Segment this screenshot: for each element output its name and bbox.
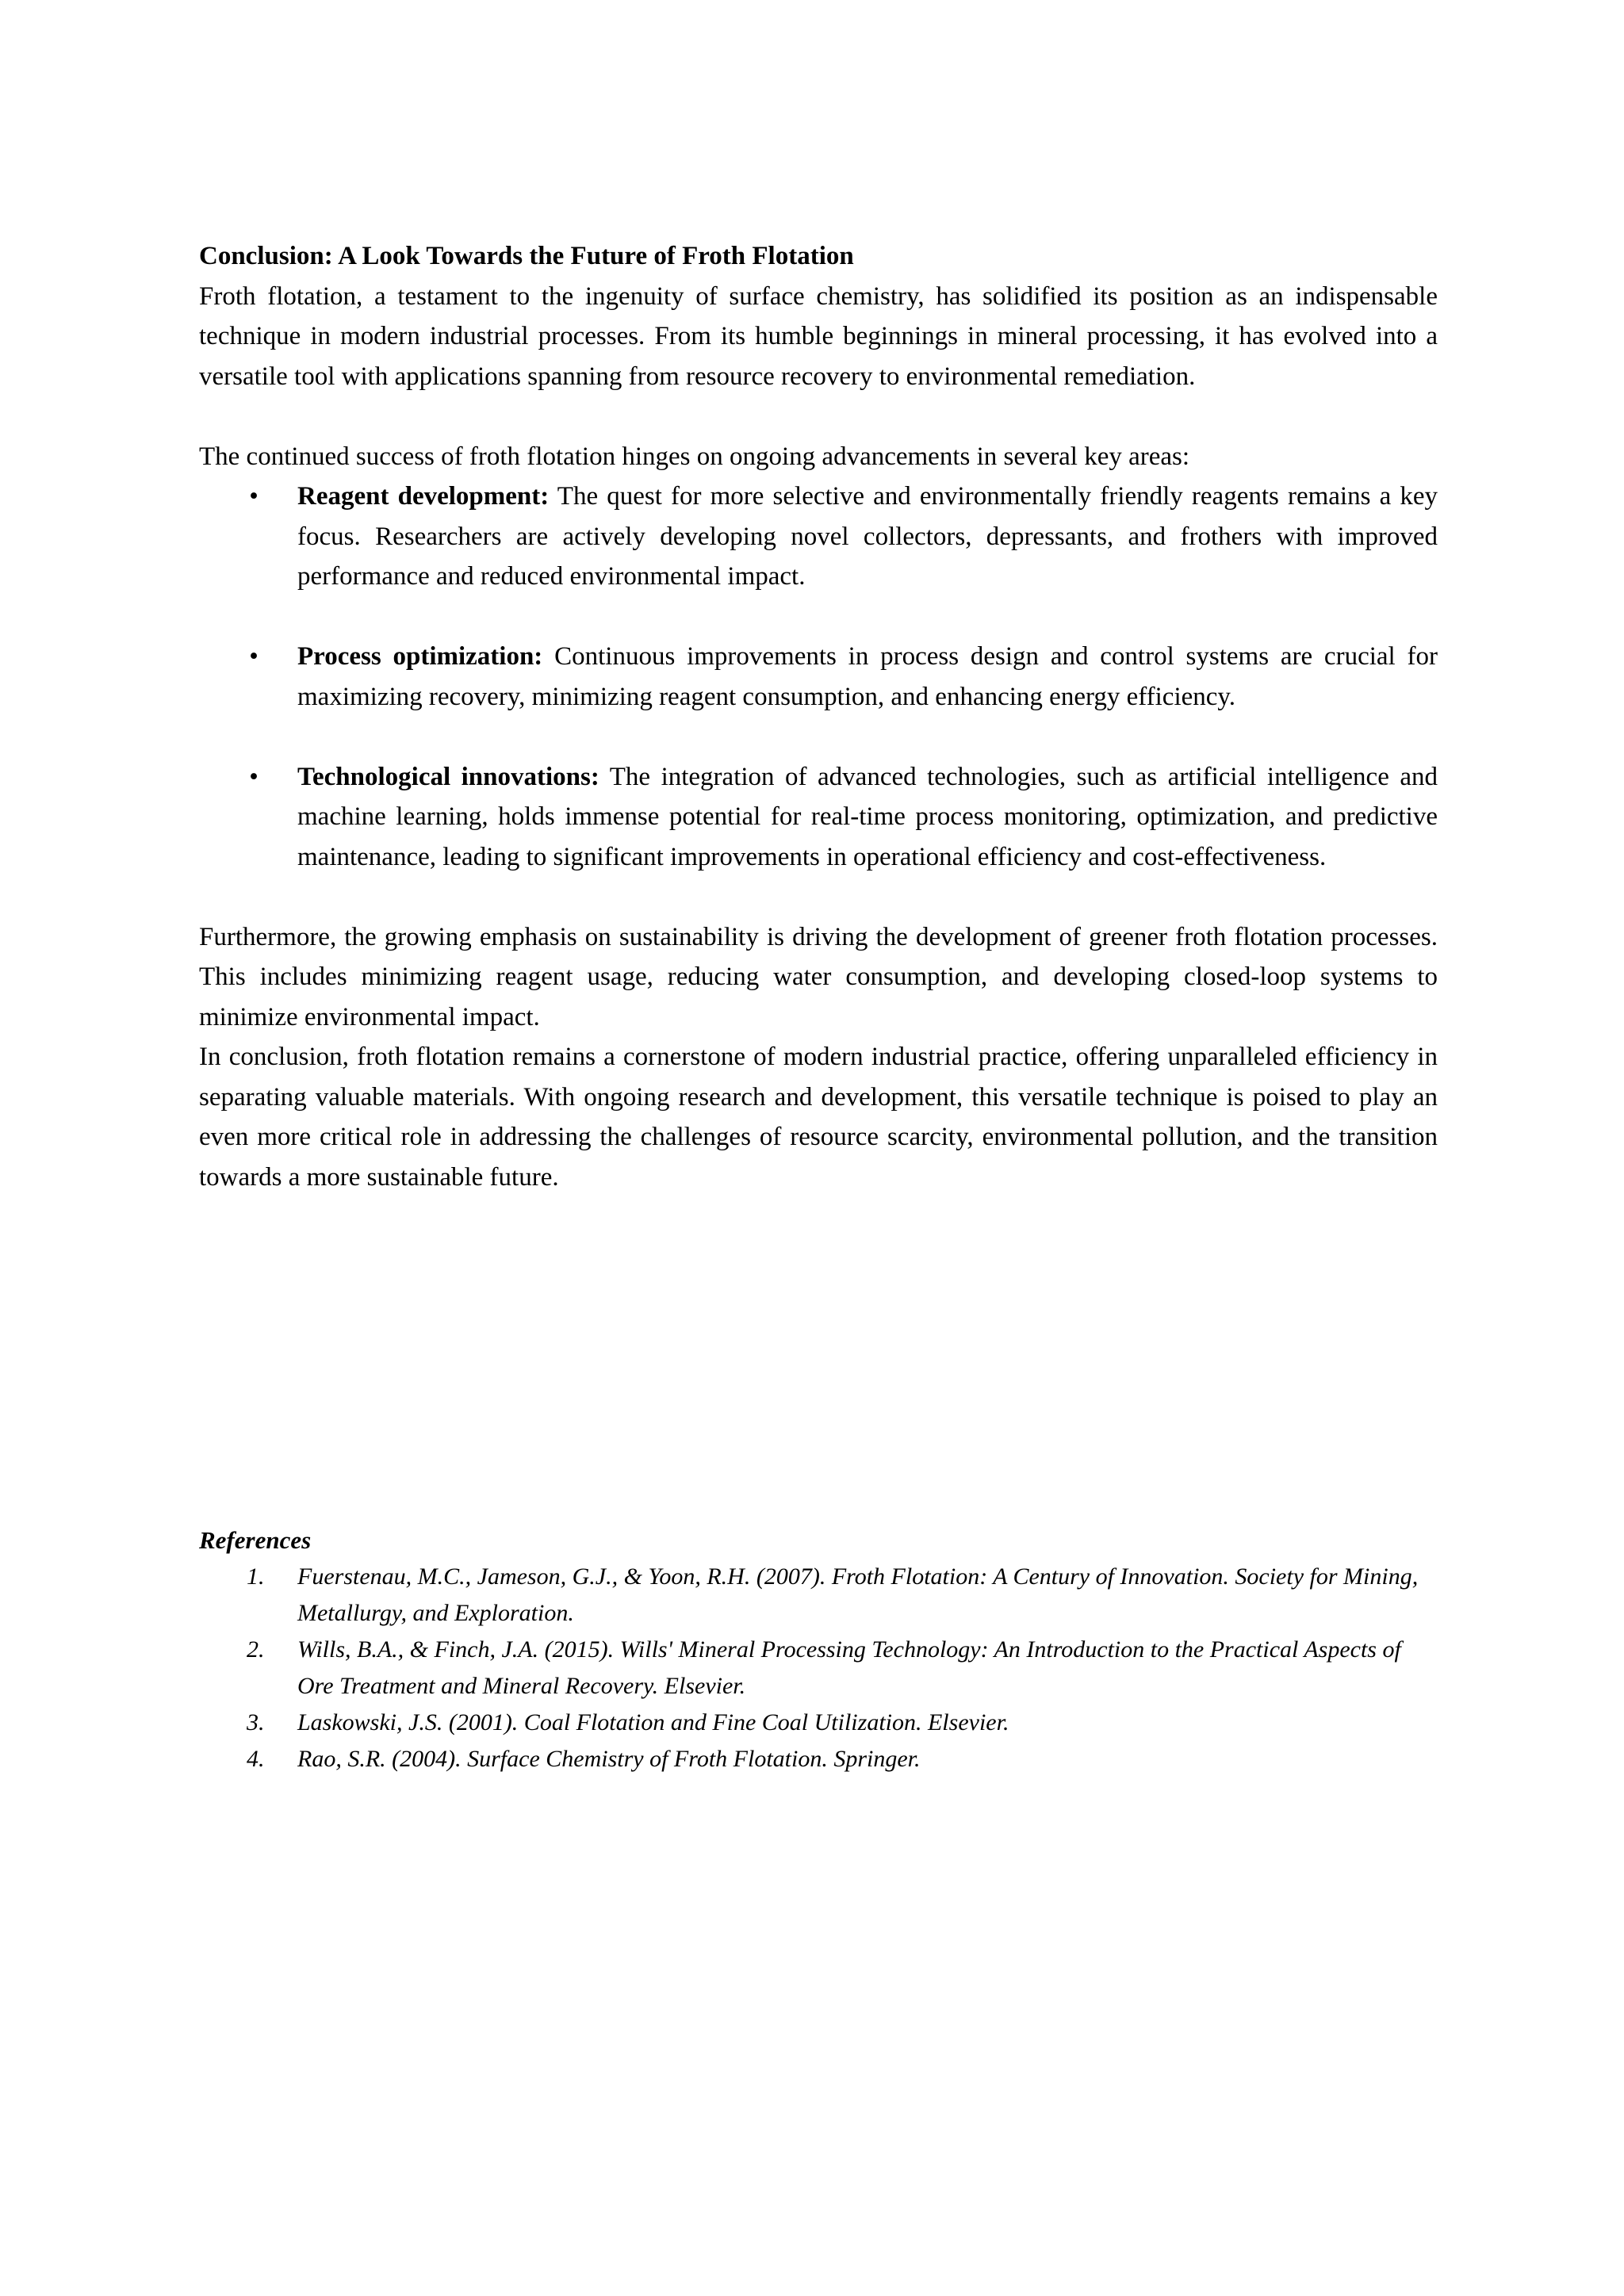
bullet-term: Technological innovations: (297, 762, 599, 791)
intro-paragraph: Froth flotation, a testament to the ingenuity of surface chemistry, has solidified its position as an indispensable technique in modern industrial processes. From its humble beginnings in mineral processing, it has evolved into a versatile tool with applications spanning from resource recovery to environmental remediation. (199, 281, 1438, 391)
conclusion-section (199, 236, 1438, 1197)
reference-item (199, 1705, 1438, 1741)
bullet-icon: • (249, 642, 259, 671)
sustainability-paragraph: Furthermore, the growing emphasis on sustainability is driving the development of greener froth flotation processes. This includes minimizing reagent usage, reducing water consumption, and developing closed-loop systems to minimize environmental impact. (199, 922, 1438, 1031)
list-item (199, 757, 1438, 878)
lead-paragraph: The continued success of froth flotation hinges on ongoing advancements in several key areas: (199, 442, 1190, 471)
list-spacer (199, 717, 1438, 757)
reference-text: Rao, S.R. (2004). Surface Chemistry of Froth Flotation. Springer. (297, 1746, 921, 1772)
list-item (199, 476, 1438, 597)
paragraph-spacer (199, 877, 1438, 917)
bullet-term: Process optimization: (297, 642, 543, 671)
reference-item (199, 1559, 1438, 1632)
closing-paragraph: In conclusion, froth flotation remains a cornerstone of modern industrial practice, offering unparalleled efficiency in separating valuable materials. With ongoing research and development, this versatile technique is poised to play an even more critical role in addressing the challenges of resource scarcity, environmental pollution, and the transition towards a more sustainable future. (199, 1043, 1438, 1192)
reference-text: Wills, B.A., & Finch, J.A. (2015). Wills' Mineral Processing Technology: An Introduction to the Practical Aspects of Ore Treatment and Mineral Recovery. Elsevier. (297, 1636, 1401, 1699)
list-spacer (199, 597, 1438, 637)
section-title: Conclusion: A Look Towards the Future of Froth Flotation (199, 242, 854, 270)
bullet-text: Continuous improvements in process design and control systems are crucial for maximizing recovery, minimizing reagent consumption, and enhancing energy efficiency. (297, 642, 1438, 711)
bullet-icon: • (249, 482, 259, 511)
reference-text: Laskowski, J.S. (2001). Coal Flotation and Fine Coal Utilization. Elsevier. (297, 1709, 1009, 1735)
bullet-term: Reagent development: (297, 482, 550, 511)
reference-number: 1. (247, 1563, 265, 1590)
reference-text: Fuerstenau, M.C., Jameson, G.J., & Yoon, R.H. (2007). Froth Flotation: A Century of Innovation. Society for Mining, Metallurgy, and Exploration. (297, 1563, 1419, 1626)
reference-number: 4. (247, 1746, 265, 1772)
key-areas-list (199, 476, 1438, 877)
references-section (199, 1522, 1438, 1777)
list-item (199, 637, 1438, 717)
reference-item (199, 1741, 1438, 1777)
bullet-icon: • (249, 762, 259, 791)
reference-item (199, 1632, 1438, 1705)
bullet-text: The integration of advanced technologies, such as artificial intelligence and machine learning, holds immense potential for real-time process monitoring, optimization, and predictive maintenance, leading to significant improvements in operational efficiency and cost-effectiveness. (297, 762, 1438, 871)
bullet-text: The quest for more selective and environmentally friendly reagents remains a key focus. Researchers are actively developing novel collectors, depressants, and frothers with improved performance and reduced environmental impact. (297, 482, 1438, 591)
reference-number: 2. (247, 1636, 265, 1663)
references-title: References (199, 1526, 312, 1554)
reference-number: 3. (247, 1709, 265, 1735)
paragraph-spacer (199, 396, 1438, 437)
